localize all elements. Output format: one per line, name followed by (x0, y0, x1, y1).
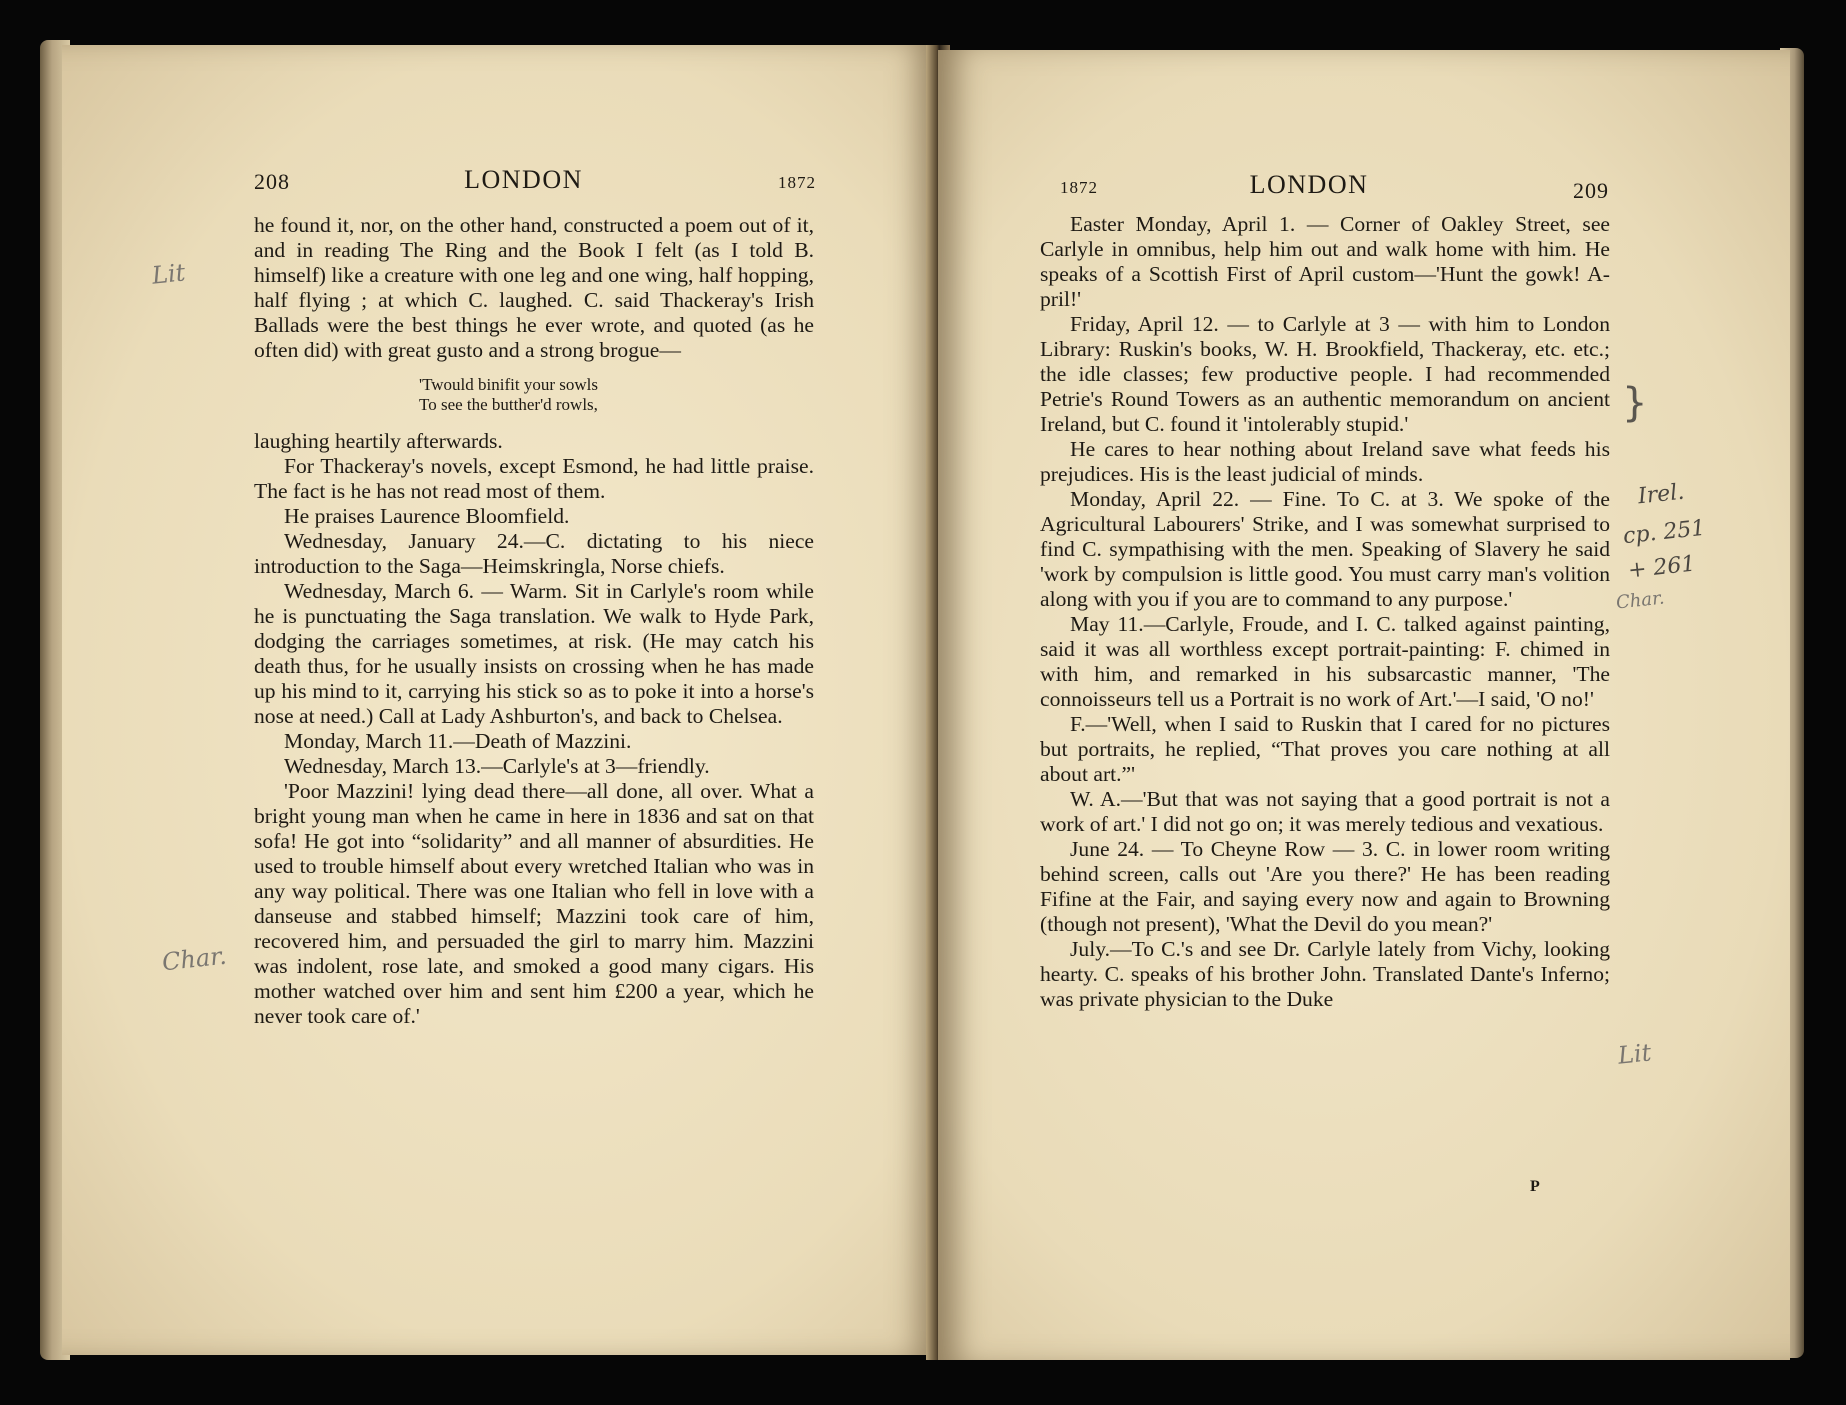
left-running-head (62, 165, 937, 205)
left-running-title: LONDON (464, 165, 583, 194)
margin-annotation-lit: Lit (1616, 1038, 1653, 1070)
diary-entry: July.—To C.'s and see Dr. Carlyle lately from Vichy, looking hearty. C. speaks of his brother John. Translated Dante's Inferno; was private physician to the Duke (1040, 937, 1610, 1011)
right-running-title: LONDON (1249, 170, 1369, 199)
paragraph: He praises Laurence Bloomfield. (284, 504, 570, 528)
left-body-text (254, 213, 814, 1029)
dialogue-paragraph: F.—'Well, when I said to Ruskin that I cared for no pictures but portraits, he replied, “That proves you care nothing at all about art.”' (1040, 712, 1610, 786)
right-year: 1872 (1060, 178, 1098, 197)
paragraph: For Thackeray's novels, except Esmond, he had little praise. The fact is he has not read most of them. (254, 454, 814, 503)
right-page-number: 209 (1573, 178, 1609, 203)
paragraph: he found it, nor, on the other hand, constructed a poem out of it, and in reading The Ring and the Book I felt (as I told B. himself) like a creature with one leg and one wing, half hopping, half flying ; at which C. laughed. C. said Thackeray's Irish Ballads were the best things he ever wrote, and quoted (as he often did) with great gusto and a strong brogue— (254, 213, 814, 362)
right-page (938, 50, 1790, 1360)
diary-entry: May 11.—Carlyle, Froude, and I. C. talked against painting, said it was all worthless except portrait-painting: F. chimed in with him, and remarked in his subsarcastic manner, 'The connoisseurs tell us a Portrait is no work of Art.'—I said, 'O no!' (1040, 612, 1610, 711)
diary-entry: Monday, March 11.—Death of Mazzini. (284, 729, 632, 753)
printer-signature-mark: P (1530, 1178, 1540, 1195)
poem-quote (419, 375, 814, 415)
diary-entry: Friday, April 12. — to Carlyle at 3 — with him to London Library: Ruskin's books, W. H. Brookfield, Thackeray, etc. etc.; the idle classes; few productive people. I had recommended Petrie's Round Towers as an authentic memorandum on ancient Ireland, but C. found it 'intolerably stupid.' (1040, 312, 1610, 436)
margin-annotation-char: Char. (1615, 587, 1666, 614)
diary-entry: Wednesday, March 13.—Carlyle's at 3—friendly. (284, 754, 710, 778)
dialogue-paragraph: W. A.—'But that was not saying that a good portrait is not a work of art.' I did not go on; it was merely tedious and vexatious. (1040, 787, 1610, 836)
diary-entry: Wednesday, January 24.—C. dictating to his niece introduction to the Saga—Heimskringla, Norse chiefs. (254, 529, 814, 578)
left-year: 1872 (778, 173, 816, 192)
margin-annotation-cp: cp. 251 (1621, 515, 1707, 550)
margin-annotation-char: Char. (160, 941, 228, 977)
diary-entry: Monday, April 22. — Fine. To C. at 3. We spoke of the Agricultural Labourers' Strike, and I was somewhat surprised to find C. sympathising with the men. Speaking of Slavery he said 'work by compulsion is little good. You must carry man's volition along with you if you are to command to any purpose.' (1040, 487, 1610, 611)
margin-annotation-irel: Irel. (1636, 479, 1686, 510)
margin-annotation-lit: Lit (150, 258, 187, 290)
paragraph: He cares to hear nothing about Ireland save what feeds his prejudices. His is the least judicial of minds. (1040, 437, 1610, 486)
poem-line: 'Twould binifit your sowls (419, 375, 598, 394)
right-running-head (938, 170, 1790, 210)
left-page-number: 208 (254, 169, 290, 194)
right-body-text (1040, 212, 1610, 1012)
margin-bracket: } (1622, 380, 1648, 426)
quotation-paragraph: 'Poor Mazzini! lying dead there—all done, all over. What a bright young man when he came in here in 1836 and sat on that sofa! He got into “solidarity” and all manner of absurdities. He used to trouble himself about every wretched Italian who was in any way political. There was one Italian who fell in love with a danseuse and stabbed himself; Mazzini took care of him, recovered him, and persuaded the girl to marry him. Mazzini was indolent, rose late, and smoked a good many cigars. His mother watched over him and sent him £200 a year, which he never took care of.' (254, 779, 814, 1028)
diary-entry: June 24. — To Cheyne Row — 3. C. in lower room writing behind screen, calls out 'Are you there?' He has been reading Fifine at the Fair, and saying every now and again to Browning (though not present), 'What the Devil do you mean?' (1040, 837, 1610, 936)
diary-entry: Wednesday, March 6. — Warm. Sit in Carlyle's room while he is punctuating the Saga translation. We walk to Hyde Park, dodging the carriages sometimes, at risk. (He may catch his death thus, for he usually insists on crossing when he has made up his mind to it, carrying his stick so as to poke it into a horse's nose at need.) Call at Lady Ashburton's, and back to Chelsea. (254, 579, 814, 728)
poem-line: To see the butther'd rowls, (419, 395, 598, 414)
diary-entry: Easter Monday, April 1. — Corner of Oakley Street, see Carlyle in omnibus, help him out and walk home with him. He speaks of a Scottish First of April custom—'Hunt the gowk! A-pril!' (1040, 212, 1610, 311)
margin-annotation-plus: + 261 (1626, 551, 1697, 584)
paragraph: laughing heartily afterwards. (254, 429, 503, 453)
left-page (62, 45, 937, 1355)
